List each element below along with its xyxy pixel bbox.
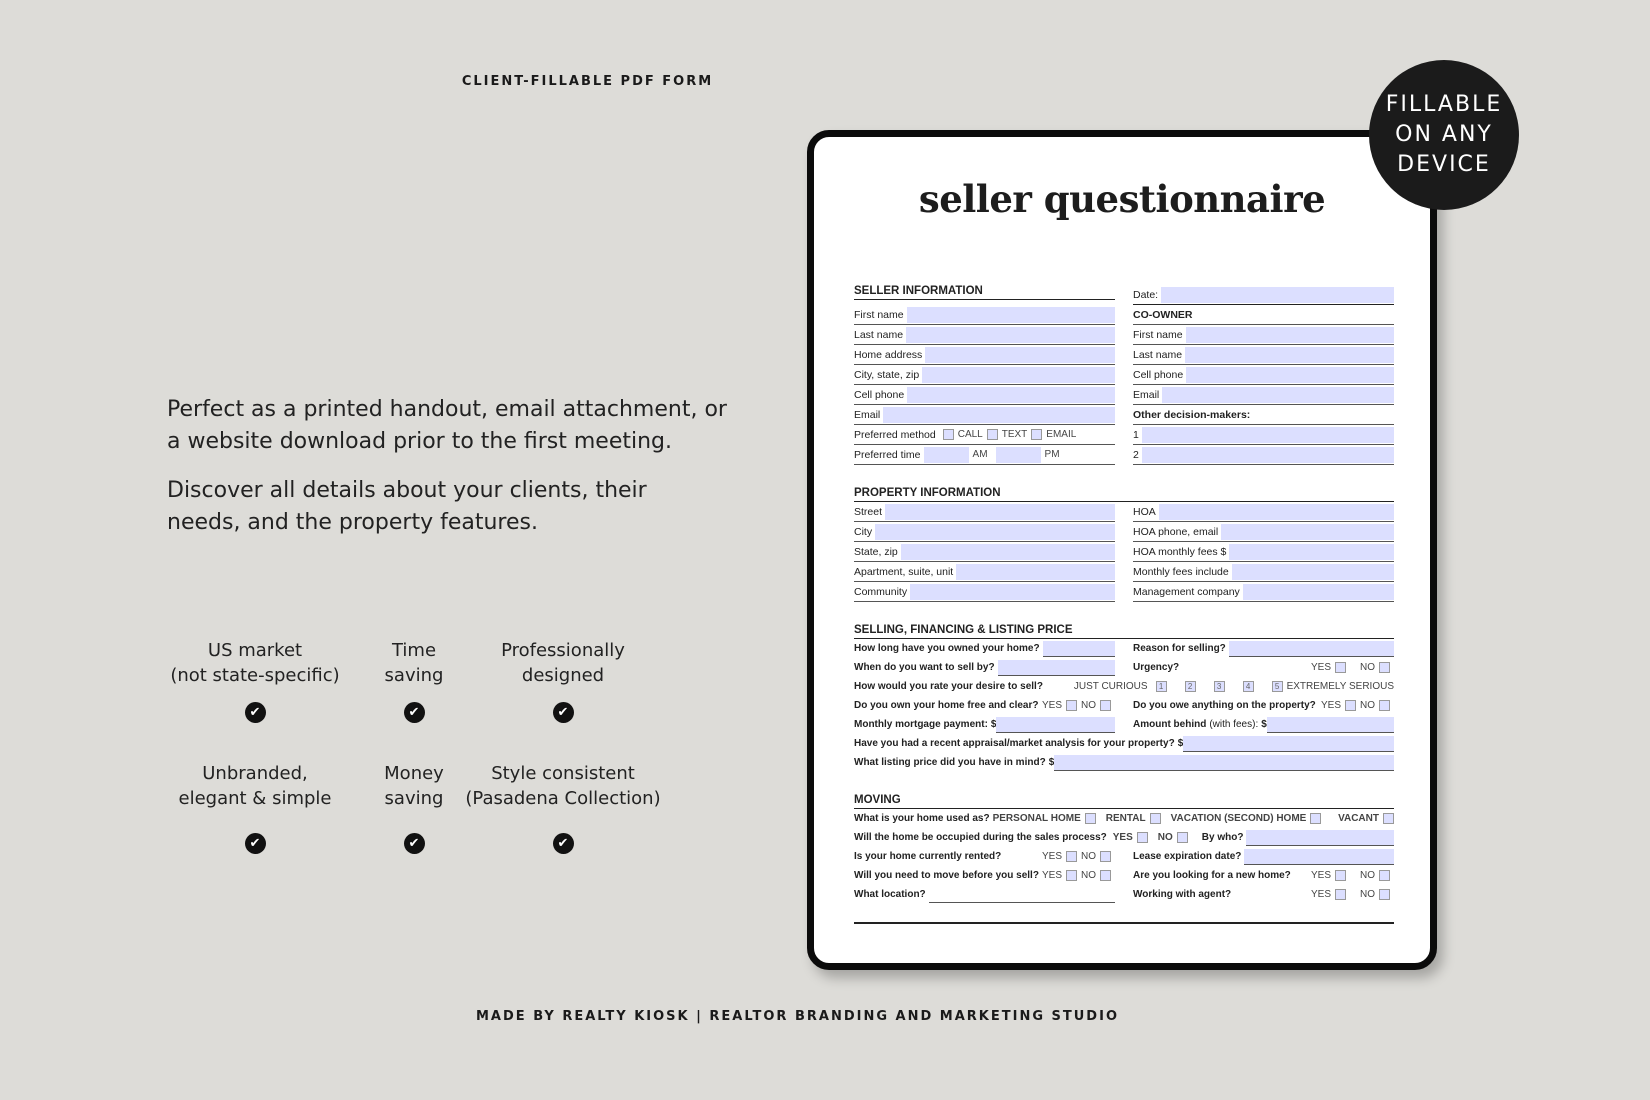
feature-line: (not state-specific) — [170, 665, 340, 686]
question-label: Do you own your home free and clear? — [854, 700, 1039, 711]
option-label: NO — [1081, 870, 1096, 881]
free-clear-yes-checkbox[interactable] — [1066, 700, 1077, 711]
owned-duration-input[interactable] — [1043, 641, 1115, 657]
question-label: Working with agent? — [1133, 889, 1232, 900]
badge-line: FILLABLE — [1385, 92, 1503, 117]
option-label: PM — [1044, 449, 1060, 460]
check-icon: ✔ — [245, 833, 266, 854]
intro-text — [167, 394, 727, 556]
last-name-input[interactable] — [906, 327, 1115, 343]
vacant-checkbox[interactable] — [1383, 813, 1394, 824]
option-label: JUST CURIOUS — [1073, 681, 1148, 692]
feature-line: Unbranded, — [202, 763, 308, 784]
check-icon: ✔ — [553, 833, 574, 854]
feature-line: Time — [391, 640, 437, 661]
question-label: Are you looking for a new home? — [1133, 870, 1291, 881]
top-label: CLIENT-FILLABLE PDF FORM — [461, 74, 714, 89]
badge-line: DEVICE — [1397, 152, 1491, 177]
feature-line: elegant & simple — [178, 788, 332, 809]
email-checkbox[interactable] — [1031, 429, 1042, 440]
decision-maker-1-input[interactable] — [1142, 427, 1394, 443]
lease-expiration-input[interactable] — [1244, 849, 1394, 865]
am-time-input[interactable] — [924, 447, 969, 463]
feature-line: Professionally — [501, 640, 625, 661]
urgency-yes-checkbox[interactable] — [1335, 662, 1346, 673]
question-label: By who? — [1201, 832, 1244, 843]
field-label: State, zip — [854, 545, 898, 558]
hoa-fees-input[interactable] — [1229, 544, 1394, 560]
location-input[interactable] — [929, 887, 1115, 903]
rating-2-checkbox[interactable]: 2 — [1185, 681, 1196, 692]
dollar-sign: $ — [1048, 757, 1055, 768]
question-label: When do you want to sell by? — [854, 662, 995, 673]
rating-3-checkbox[interactable]: 3 — [1214, 681, 1225, 692]
field-label: 2 — [1133, 448, 1139, 461]
field-label: First name — [1133, 328, 1183, 341]
home-address-input[interactable] — [925, 347, 1115, 363]
option-label: NO — [1360, 870, 1375, 881]
urgency-no-checkbox[interactable] — [1379, 662, 1390, 673]
field-label: Home address — [854, 348, 923, 361]
text-checkbox[interactable] — [987, 429, 998, 440]
field-label: HOA — [1133, 505, 1156, 518]
option-label: NO — [1360, 700, 1375, 711]
field-label: City, state, zip — [854, 368, 920, 381]
option-label: YES — [1310, 870, 1331, 881]
occupied-by-input[interactable] — [1246, 830, 1394, 846]
occupied-no-checkbox[interactable] — [1177, 832, 1188, 843]
question-label: Have you had a recent appraisal/market analysis for your property? — [854, 738, 1175, 749]
move-before-yes-checkbox[interactable] — [1066, 870, 1077, 881]
field-label: City — [854, 525, 873, 538]
badge-line: ON ANY — [1395, 122, 1493, 147]
owe-yes-checkbox[interactable] — [1345, 700, 1356, 711]
feature-line: Style consistent — [491, 763, 635, 784]
field-label: Preferred time — [854, 448, 921, 461]
section-heading-property: PROPERTY INFORMATION — [854, 487, 1394, 502]
state-zip-input[interactable] — [901, 544, 1115, 560]
new-home-yes-checkbox[interactable] — [1335, 870, 1346, 881]
check-icon: ✔ — [404, 702, 425, 723]
dollar-sign: $ — [1261, 719, 1267, 730]
question-label: What location? — [854, 889, 926, 900]
option-label: EXTREMELY SERIOUS — [1286, 681, 1394, 692]
with-fees-label: (with fees): — [1209, 719, 1259, 730]
option-label: NO — [1360, 889, 1375, 900]
appraisal-input[interactable] — [1183, 736, 1394, 752]
coowner-last-name-input[interactable] — [1185, 347, 1394, 363]
tablet-frame — [807, 130, 1437, 970]
occupied-yes-checkbox[interactable] — [1137, 832, 1148, 843]
field-label: Apartment, suite, unit — [854, 565, 954, 578]
option-label: CALL — [957, 429, 983, 440]
option-label: VACATION (SECOND) HOME — [1170, 813, 1307, 824]
section-heading-seller: SELLER INFORMATION — [854, 285, 1115, 300]
new-home-no-checkbox[interactable] — [1379, 870, 1390, 881]
rating-5-checkbox[interactable]: 5 — [1272, 681, 1283, 692]
city-state-zip-input[interactable] — [922, 367, 1115, 383]
option-label: NO — [1081, 851, 1096, 862]
field-label: HOA monthly fees $ — [1133, 545, 1227, 558]
field-label: Community — [854, 585, 908, 598]
coowner-heading: CO-OWNER — [1133, 308, 1193, 321]
pm-time-input[interactable] — [996, 447, 1041, 463]
move-before-no-checkbox[interactable] — [1100, 870, 1111, 881]
question-label: Do you owe anything on the property? — [1133, 700, 1316, 711]
question-label: Is your home currently rented? — [854, 851, 1002, 862]
rating-1-checkbox[interactable]: 1 — [1156, 681, 1167, 692]
form-title: seller questionnaire — [918, 177, 1326, 221]
option-label: YES — [1041, 700, 1062, 711]
check-icon: ✔ — [245, 702, 266, 723]
email-input[interactable] — [883, 407, 1115, 423]
option-label: AM — [972, 449, 988, 460]
option-label: YES — [1310, 662, 1331, 673]
street-input[interactable] — [885, 504, 1115, 520]
option-label: VACANT — [1338, 813, 1379, 824]
call-checkbox[interactable] — [943, 429, 954, 440]
question-label: Will the home be occupied during the sales process? — [854, 832, 1107, 843]
dollar-sign: $ — [1177, 738, 1184, 749]
option-label: YES — [1041, 870, 1062, 881]
option-label: PERSONAL HOME — [992, 813, 1081, 824]
check-icon: ✔ — [404, 833, 425, 854]
option-label: NO — [1157, 832, 1173, 843]
question-label: Amount behind — [1133, 719, 1207, 730]
option-label: EMAIL — [1046, 429, 1077, 440]
form-end-rule — [854, 922, 1394, 924]
coowner-cell-phone-input[interactable] — [1186, 367, 1394, 383]
option-label: RENTAL — [1105, 813, 1146, 824]
option-label: TEXT — [1001, 429, 1028, 440]
field-label: Last name — [1133, 348, 1183, 361]
fees-include-input[interactable] — [1232, 564, 1394, 580]
question-label: How long have you owned your home? — [854, 643, 1040, 654]
field-label: Cell phone — [1133, 368, 1184, 381]
date-label: Date: — [1133, 288, 1159, 301]
section-heading-moving: MOVING — [854, 794, 1394, 809]
question-label: What is your home used as? — [854, 813, 990, 824]
intro-paragraph-2: Discover all details about your clients, their needs, and the property features. — [167, 478, 647, 535]
community-input[interactable] — [910, 584, 1115, 600]
amount-behind-input[interactable] — [1267, 717, 1394, 733]
question-label: Will you need to move before you sell? — [854, 870, 1039, 881]
listing-price-input[interactable] — [1054, 755, 1394, 771]
bottom-label: MADE BY REALTY KIOSK | REALTOR BRANDING AND MARKETING STUDIO — [476, 1009, 1119, 1024]
option-label: YES — [1041, 851, 1062, 862]
rating-4-checkbox[interactable]: 4 — [1243, 681, 1254, 692]
rented-no-checkbox[interactable] — [1100, 851, 1111, 862]
field-label: Last name — [854, 328, 904, 341]
decision-maker-2-input[interactable] — [1142, 447, 1394, 463]
field-label: Management company — [1133, 585, 1240, 598]
apartment-input[interactable] — [956, 564, 1115, 580]
reason-input[interactable] — [1229, 641, 1394, 657]
option-label: YES — [1320, 700, 1341, 711]
hoa-phone-input[interactable] — [1221, 524, 1394, 540]
hoa-input[interactable] — [1159, 504, 1394, 520]
field-label: Cell phone — [854, 388, 905, 401]
feature-line: (Pasadena Collection) — [465, 788, 661, 809]
dollar-sign: $ — [990, 719, 997, 730]
field-label: Preferred method — [854, 428, 936, 441]
rental-checkbox[interactable] — [1150, 813, 1161, 824]
question-label: Urgency? — [1133, 662, 1180, 673]
question-label: Monthly mortgage payment: — [854, 719, 988, 730]
agent-yes-checkbox[interactable] — [1335, 889, 1346, 900]
sell-by-input[interactable] — [998, 660, 1115, 676]
feature-line: US market — [207, 640, 303, 661]
field-label: 1 — [1133, 428, 1139, 441]
feature-professionally-designed — [463, 638, 663, 723]
first-name-input[interactable] — [907, 307, 1115, 323]
date-input[interactable] — [1161, 287, 1394, 303]
free-clear-no-checkbox[interactable] — [1100, 700, 1111, 711]
management-company-input[interactable] — [1243, 584, 1394, 600]
question-label: What listing price did you have in mind? — [854, 757, 1046, 768]
other-decision-makers-label: Other decision-makers: — [1133, 408, 1251, 421]
seller-questionnaire-form — [854, 285, 1394, 924]
field-label: HOA phone, email — [1133, 525, 1219, 538]
feature-line: saving — [384, 788, 444, 809]
rented-yes-checkbox[interactable] — [1066, 851, 1077, 862]
coowner-first-name-input[interactable] — [1186, 327, 1394, 343]
feature-line: designed — [521, 665, 605, 686]
fillable-badge — [1369, 60, 1519, 210]
check-icon: ✔ — [553, 702, 574, 723]
section-heading-selling: SELLING, FINANCING & LISTING PRICE — [854, 624, 1394, 639]
option-label: NO — [1360, 662, 1375, 673]
field-label: Email — [854, 408, 881, 421]
field-label: Street — [854, 505, 883, 518]
personal-home-checkbox[interactable] — [1085, 813, 1096, 824]
option-label: YES — [1310, 889, 1331, 900]
question-label: Reason for selling? — [1133, 643, 1226, 654]
coowner-email-input[interactable] — [1162, 387, 1394, 403]
vacation-home-checkbox[interactable] — [1310, 813, 1321, 824]
agent-no-checkbox[interactable] — [1379, 889, 1390, 900]
owe-no-checkbox[interactable] — [1379, 700, 1390, 711]
question-label: Lease expiration date? — [1133, 851, 1242, 862]
feature-line: Money — [384, 763, 444, 784]
mortgage-payment-input[interactable] — [996, 717, 1115, 733]
option-label: YES — [1112, 832, 1133, 843]
city-input[interactable] — [875, 524, 1115, 540]
option-label: NO — [1081, 700, 1096, 711]
field-label: Email — [1133, 388, 1160, 401]
cell-phone-input[interactable] — [907, 387, 1115, 403]
question-label: How would you rate your desire to sell? — [854, 681, 1043, 692]
feature-line: saving — [384, 665, 444, 686]
field-label: First name — [854, 308, 904, 321]
field-label: Monthly fees include — [1133, 565, 1229, 578]
feature-style-consistent — [463, 761, 663, 854]
intro-paragraph-1: Perfect as a printed handout, email attachment, or a website download prior to the first meeting. — [167, 397, 727, 454]
